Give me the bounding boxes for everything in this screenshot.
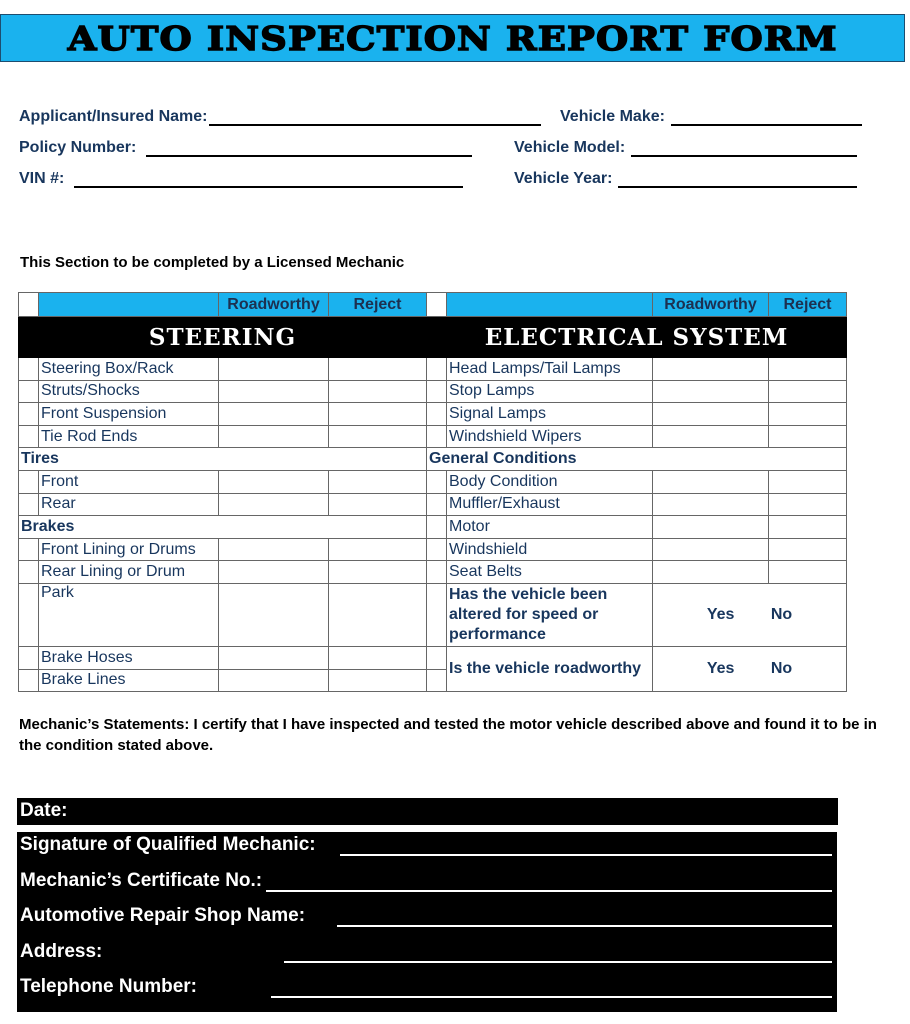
reject-cell[interactable] <box>329 646 427 669</box>
signature-field[interactable] <box>20 834 832 856</box>
roadworthy-cell[interactable] <box>219 470 329 493</box>
roadworthy-cell[interactable] <box>219 561 329 584</box>
reject-cell[interactable] <box>769 561 847 584</box>
shop-name-line[interactable] <box>337 915 832 927</box>
roadworthy-cell[interactable] <box>219 358 329 381</box>
item-label: Rear Lining or Drum <box>39 561 219 584</box>
telephone-label: Telephone Number: <box>20 976 197 997</box>
vehicle-make-line[interactable] <box>671 112 862 126</box>
table-header-row <box>19 293 847 317</box>
table-row <box>19 583 847 646</box>
address-label: Address: <box>20 941 103 962</box>
roadworthy-cell[interactable] <box>219 538 329 561</box>
altered-no[interactable]: No <box>770 605 793 623</box>
steering-banner: STEERING <box>19 317 427 358</box>
reject-cell[interactable] <box>329 403 427 426</box>
reject-cell[interactable] <box>329 561 427 584</box>
header-roadworthy: Roadworthy <box>653 293 769 317</box>
vehicle-year-field[interactable] <box>514 170 857 188</box>
title-bar <box>0 14 905 62</box>
header-blank <box>19 293 39 317</box>
date-panel <box>17 798 838 825</box>
reject-cell[interactable] <box>329 380 427 403</box>
reject-cell[interactable] <box>769 493 847 516</box>
roadworthy-cell[interactable] <box>219 403 329 426</box>
table-row <box>19 425 847 448</box>
reject-cell[interactable] <box>769 380 847 403</box>
item-label: Park <box>39 583 219 646</box>
roadworthy-cell[interactable] <box>219 669 329 692</box>
mechanic-statement: Mechanic’s Statements: I certify that I have inspected and tested the motor vehicle described above and found it to be in the condition stated above. <box>19 716 877 754</box>
shop-name-label: Automotive Repair Shop Name: <box>20 905 306 926</box>
shop-name-field[interactable] <box>20 905 832 927</box>
reject-cell[interactable] <box>329 493 427 516</box>
item-label: Motor <box>447 516 653 539</box>
reject-cell[interactable] <box>769 516 847 539</box>
applicant-name-line[interactable] <box>209 112 541 126</box>
altered-question: Has the vehicle been altered for speed or performance <box>447 583 653 646</box>
header-reject: Reject <box>769 293 847 317</box>
roadworthy-no[interactable]: No <box>770 660 793 678</box>
category-brakes: Brakes <box>19 516 427 539</box>
roadworthy-cell[interactable] <box>653 516 769 539</box>
table-row <box>19 448 847 471</box>
header-blank <box>427 293 447 317</box>
roadworthy-yes[interactable]: Yes <box>706 660 735 678</box>
item-label: Body Condition <box>447 470 653 493</box>
policy-number-label: Policy Number: <box>19 139 137 156</box>
item-label: Struts/Shocks <box>39 380 219 403</box>
reject-cell[interactable] <box>329 358 427 381</box>
address-field[interactable] <box>20 941 832 963</box>
category-tires: Tires <box>19 448 427 471</box>
roadworthy-cell[interactable] <box>219 380 329 403</box>
date-label: Date: <box>20 800 68 821</box>
altered-yes-no <box>653 583 847 646</box>
item-label: Steering Box/Rack <box>39 358 219 381</box>
vehicle-make-field[interactable] <box>560 108 862 126</box>
table-row <box>19 646 847 669</box>
certificate-label: Mechanic’s Certificate No.: <box>20 870 263 891</box>
vehicle-model-label: Vehicle Model: <box>514 139 626 156</box>
roadworthy-cell[interactable] <box>653 493 769 516</box>
item-label: Front Lining or Drums <box>39 538 219 561</box>
roadworthy-cell[interactable] <box>653 358 769 381</box>
reject-cell[interactable] <box>769 358 847 381</box>
item-label: Signal Lamps <box>447 403 653 426</box>
date-field[interactable] <box>20 800 68 822</box>
vehicle-model-line[interactable] <box>631 143 857 157</box>
table-row <box>19 493 847 516</box>
signature-label: Signature of Qualified Mechanic: <box>20 834 316 855</box>
header-blank <box>447 293 653 317</box>
table-row <box>19 358 847 381</box>
telephone-line[interactable] <box>271 986 832 998</box>
policy-number-field[interactable] <box>19 139 472 157</box>
vehicle-year-line[interactable] <box>618 174 857 188</box>
certificate-field[interactable] <box>20 870 832 892</box>
electrical-banner: ELECTRICAL SYSTEM <box>427 317 847 358</box>
roadworthy-cell[interactable] <box>219 646 329 669</box>
policy-number-line[interactable] <box>146 143 472 157</box>
vehicle-make-label: Vehicle Make: <box>560 108 665 125</box>
table-row <box>19 380 847 403</box>
table-row <box>19 516 847 539</box>
roadworthy-cell[interactable] <box>653 470 769 493</box>
banner-row <box>19 317 847 358</box>
item-label: Rear <box>39 493 219 516</box>
roadworthy-cell[interactable] <box>219 493 329 516</box>
vehicle-model-field[interactable] <box>514 139 857 157</box>
reject-cell[interactable] <box>769 403 847 426</box>
item-label: Muffler/Exhaust <box>447 493 653 516</box>
item-label: Tie Rod Ends <box>39 425 219 448</box>
roadworthy-cell[interactable] <box>653 380 769 403</box>
table-row <box>19 470 847 493</box>
roadworthy-yes-no <box>653 646 847 691</box>
category-general-conditions: General Conditions <box>427 448 847 471</box>
roadworthy-cell[interactable] <box>219 425 329 448</box>
item-label: Head Lamps/Tail Lamps <box>447 358 653 381</box>
roadworthy-cell[interactable] <box>653 538 769 561</box>
header-roadworthy: Roadworthy <box>219 293 329 317</box>
reject-cell[interactable] <box>329 538 427 561</box>
section-note: This Section to be completed by a Licensed Mechanic <box>20 254 405 271</box>
reject-cell[interactable] <box>769 538 847 561</box>
inspection-table <box>18 292 847 692</box>
item-label: Windshield Wipers <box>447 425 653 448</box>
header-blank <box>39 293 219 317</box>
item-label: Brake Hoses <box>39 646 219 669</box>
address-line[interactable] <box>284 951 832 963</box>
table-row <box>19 561 847 584</box>
reject-cell[interactable] <box>329 669 427 692</box>
reject-cell[interactable] <box>329 425 427 448</box>
reject-cell[interactable] <box>329 470 427 493</box>
roadworthy-cell[interactable] <box>653 561 769 584</box>
table-row <box>19 538 847 561</box>
reject-cell[interactable] <box>769 425 847 448</box>
table-row <box>19 403 847 426</box>
signature-line[interactable] <box>340 844 832 856</box>
applicant-name-label: Applicant/Insured Name: <box>19 108 208 125</box>
header-reject: Reject <box>329 293 427 317</box>
roadworthy-cell[interactable] <box>219 583 329 646</box>
item-label: Stop Lamps <box>447 380 653 403</box>
form-title: AUTO INSPECTION REPORT FORM <box>67 18 838 58</box>
item-label: Front Suspension <box>39 403 219 426</box>
vin-line[interactable] <box>74 174 463 188</box>
certificate-line[interactable] <box>266 880 832 892</box>
item-label: Brake Lines <box>39 669 219 692</box>
roadworthy-cell[interactable] <box>653 403 769 426</box>
item-label: Seat Belts <box>447 561 653 584</box>
roadworthy-cell[interactable] <box>653 425 769 448</box>
reject-cell[interactable] <box>329 583 427 646</box>
item-label: Front <box>39 470 219 493</box>
applicant-name-field[interactable] <box>19 108 541 126</box>
roadworthy-question: Is the vehicle roadworthy <box>447 646 653 691</box>
reject-cell[interactable] <box>769 470 847 493</box>
item-label: Windshield <box>447 538 653 561</box>
altered-yes[interactable]: Yes <box>706 605 735 623</box>
vin-field[interactable] <box>19 170 463 188</box>
vin-label: VIN #: <box>19 170 65 187</box>
telephone-field[interactable] <box>20 976 832 998</box>
vehicle-year-label: Vehicle Year: <box>514 170 613 187</box>
